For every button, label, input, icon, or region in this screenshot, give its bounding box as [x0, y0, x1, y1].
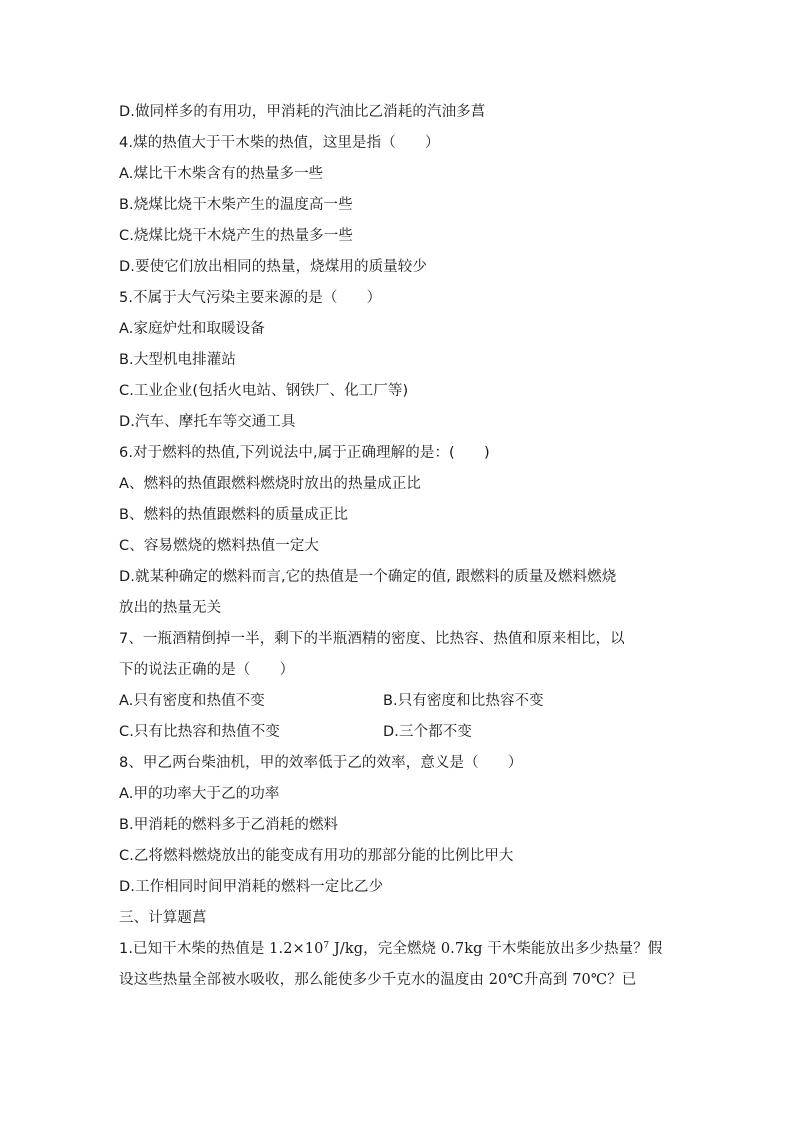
q4-option-c: C.烧煤比烧干木烧产生的热量多一些: [119, 228, 353, 244]
calc1-text-2: ，完全燃烧: [363, 941, 441, 957]
calc1-text-3: 干木柴能放出多少热量？假: [482, 941, 663, 957]
q8-option-c: C.乙将燃料燃烧放出的能变成有用功的那部分能的比例比甲大: [119, 848, 514, 864]
q5-option-c: C.工业企业(包括火电站、钢铁厂、化工厂等): [119, 383, 409, 399]
q5-option-a: A.家庭炉灶和取暖设备: [119, 321, 265, 337]
heat-value-exponent: 7: [323, 941, 330, 951]
q8-option-a: A.甲的功率大于乙的功率: [119, 786, 280, 802]
q6-stem: 6.对于燃料的热值,下列说法中,属于正确理解的是：( ): [119, 445, 490, 461]
q6-option-d-line1: D.就某种确定的燃料而言,它的热值是一个确定的值, 跟燃料的质量及燃料燃烧: [119, 569, 617, 585]
q7-stem-line1: 7、一瓶酒精倒掉一半，剩下的半瓶酒精的密度、比热容、热值和原来相比，以: [119, 631, 625, 647]
q6-option-b: B、燃料的热值跟燃料的质量成正比: [119, 507, 349, 523]
heat-value-base: 1.2×10: [269, 941, 324, 957]
q8-stem: 8、甲乙两台柴油机，甲的效率低于乙的效率，意义是（ ）: [119, 755, 523, 771]
q7-option-d: D.三个都不变: [383, 724, 472, 740]
q3-option-d: D.做同样多的有用功，甲消耗的汽油比乙消耗的汽油多菖: [119, 104, 486, 120]
calc1-text-6: ？已: [607, 972, 637, 988]
q6-option-a: A、燃料的热值跟燃料燃烧时放出的热量成正比: [119, 476, 422, 492]
section-heading-calculation: 三、计算题菖: [119, 910, 207, 926]
calc1-text-5: 升高到: [523, 972, 573, 988]
calc1-line1: [119, 934, 679, 965]
q8-option-d: D.工作相同时间甲消耗的燃料一定比乙少: [119, 879, 384, 895]
end-temperature: 70℃: [572, 972, 608, 988]
calc1-line2: [119, 965, 679, 996]
q4-option-d: D.要使它们放出相同的热量，烧煤用的质量较少: [119, 259, 427, 275]
calc1-text-4: 设这些热量全部被水吸收，那么能使多少千克水的温度由: [119, 972, 489, 988]
q7-options-row1: [119, 686, 679, 717]
q7-option-a: A.只有密度和热值不变: [119, 693, 265, 709]
q5-option-d: D.汽车、摩托车等交通工具: [119, 414, 296, 430]
q4-stem: 4.煤的热值大于干木柴的热值，这里是指（ ）: [119, 135, 440, 151]
q7-options-row2: [119, 717, 679, 748]
calc1-text-1: 1.已知干木柴的热值是: [119, 941, 270, 957]
q8-option-b: B.甲消耗的燃料多于乙消耗的燃料: [119, 817, 339, 833]
document-body: [119, 97, 679, 996]
start-temperature: 20℃: [488, 972, 524, 988]
q5-option-b: B.大型机电排灌站: [119, 352, 236, 368]
q6-option-c: C、容易燃烧的燃料热值一定大: [119, 538, 320, 554]
q6-option-d-line2: 放出的热量无关: [119, 600, 222, 616]
q7-option-c: C.只有比热容和热值不变: [119, 724, 280, 740]
wood-mass: 0.7kg: [440, 941, 483, 957]
heat-value-unit: J/kg: [329, 941, 364, 957]
q7-stem-line2: 下的说法正确的是（ ）: [119, 662, 295, 678]
q4-option-a: A.煤比干木柴含有的热量多一些: [119, 166, 324, 182]
q5-stem: 5.不属于大气污染主要来源的是（ ）: [119, 290, 382, 306]
q7-option-b: B.只有密度和比热容不变: [383, 693, 544, 709]
q4-option-b: B.烧煤比烧干木柴产生的温度高一些: [119, 197, 353, 213]
